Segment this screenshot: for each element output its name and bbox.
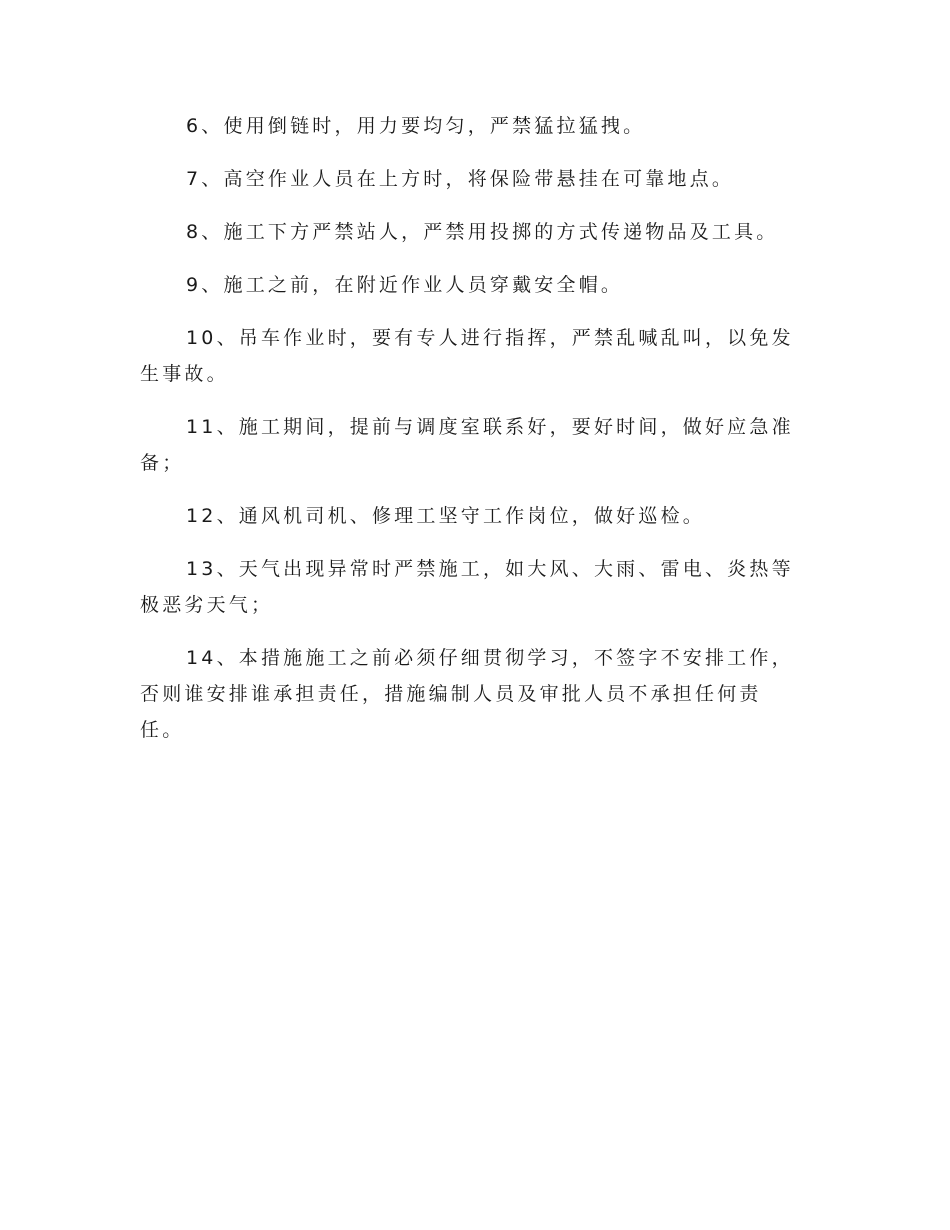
- list-item: 7、高空作业人员在上方时，将保险带悬挂在可靠地点。: [186, 168, 735, 190]
- list-item: 8、施工下方严禁站人，严禁用投掷的方式传递物品及工具。: [186, 221, 779, 243]
- list-item: 6、使用倒链时，用力要均匀，严禁猛拉猛拽。: [186, 115, 646, 137]
- list-item: 12、通风机司机、修理工坚守工作岗位，做好巡检。: [186, 505, 705, 527]
- list-item: 14、本措施施工之前必须仔细贯彻学习，不签字不安排工作，否则谁安排谁承担责任，措施编制人员及审批人员不承担任何责任。: [140, 647, 794, 741]
- list-item: 13、天气出现异常时严禁施工，如大风、大雨、雷电、炎热等极恶劣天气；: [140, 558, 794, 616]
- list-item: 10、吊车作业时，要有专人进行指挥，严禁乱喊乱叫，以免发生事故。: [140, 327, 794, 385]
- document-body: [140, 108, 798, 765]
- list-item: 11、施工期间，提前与调度室联系好，要好时间，做好应急准备；: [140, 416, 794, 474]
- list-item: 9、施工之前，在附近作业人员穿戴安全帽。: [186, 274, 624, 296]
